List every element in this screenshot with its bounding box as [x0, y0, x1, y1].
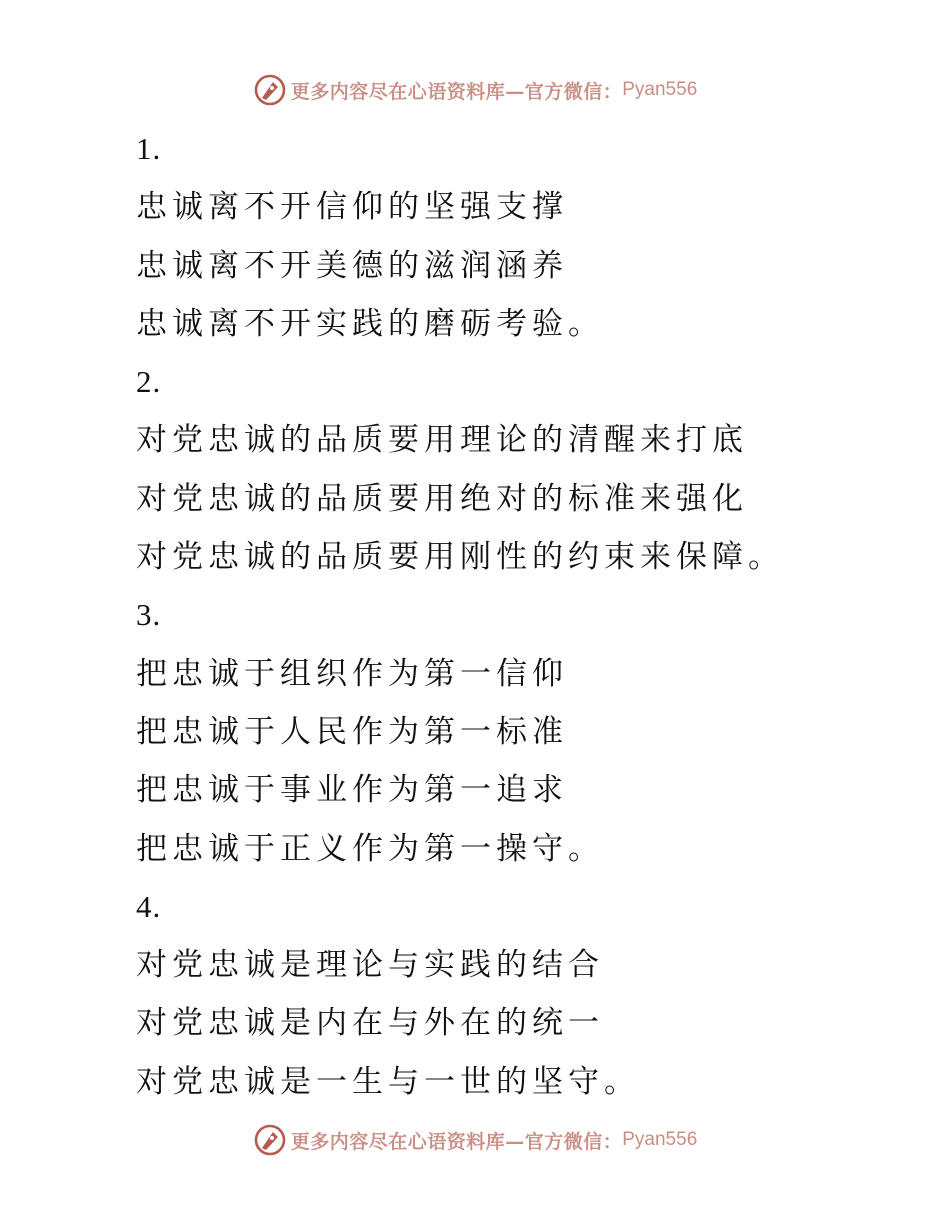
text-line: 对党忠诚的品质要用理论的清醒来打底 — [136, 422, 748, 459]
text-line: 把忠诚于人民作为第一标准 — [136, 713, 568, 750]
pen-nib-circle-icon — [253, 73, 287, 107]
text-line: 对党忠诚是一生与一世的坚守。 — [136, 1063, 640, 1100]
text-line: 对党忠诚的品质要用绝对的标准来强化 — [136, 480, 748, 517]
text-line: 忠诚离不开实践的磨砺考验。 — [136, 305, 604, 342]
section-number: 2. — [136, 364, 162, 400]
text-line: 对党忠诚是理论与实践的结合 — [136, 947, 604, 984]
text-line: 把忠诚于组织作为第一信仰 — [136, 655, 568, 692]
text-line: 对党忠诚是内在与外在的统一 — [136, 1005, 604, 1042]
section-number: 4. — [136, 888, 162, 924]
text-line: 把忠诚于事业作为第一追求 — [136, 772, 568, 809]
text-line: 忠诚离不开美德的滋润涵养 — [136, 247, 568, 284]
section-number: 1. — [136, 131, 162, 166]
watermark-contact: Pyan556 — [622, 79, 698, 100]
watermark-text: 更多内容尽在心语资料库—官方微信： — [290, 80, 623, 103]
document-body — [136, 120, 916, 1111]
header-watermark — [0, 70, 950, 110]
watermark-contact: Pyan556 — [622, 1129, 698, 1150]
pen-nib-circle-icon — [253, 1123, 287, 1157]
section-number: 3. — [136, 597, 162, 633]
section-2 — [136, 353, 916, 586]
footer-watermark — [0, 1120, 950, 1160]
section-1 — [136, 120, 916, 353]
text-line: 把忠诚于正义作为第一操守。 — [136, 830, 604, 867]
section-3 — [136, 586, 916, 877]
text-line: 忠诚离不开信仰的坚强支撑 — [136, 189, 568, 226]
section-4 — [136, 878, 916, 1111]
text-line: 对党忠诚的品质要用刚性的约束来保障。 — [136, 539, 784, 576]
watermark-text: 更多内容尽在心语资料库—官方微信： — [290, 1130, 623, 1153]
